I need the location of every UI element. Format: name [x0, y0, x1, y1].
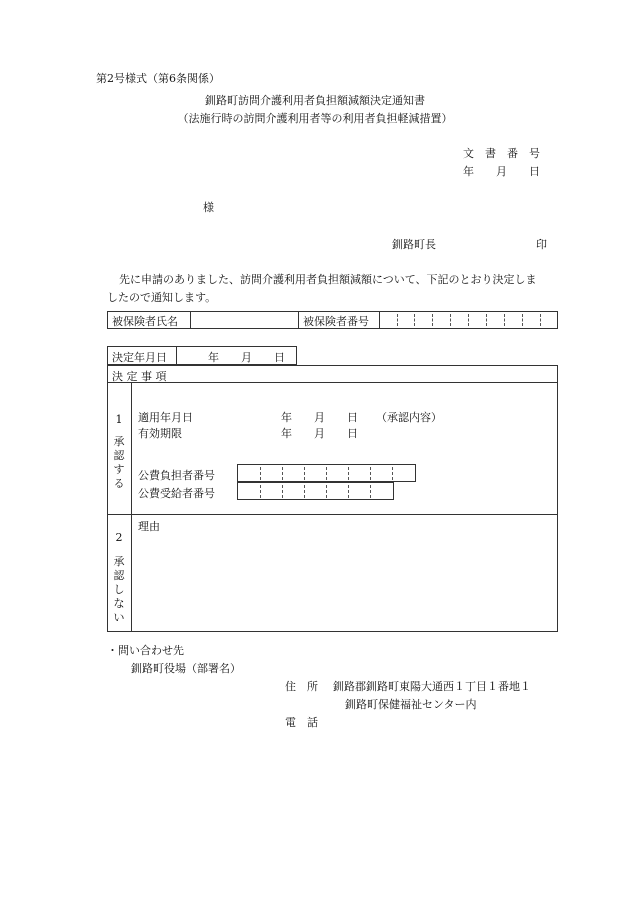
apply-date-label: 適用年月日	[138, 411, 193, 424]
decision-date-value[interactable]: 年 月 日	[208, 351, 285, 364]
apply-date-value[interactable]: 年 月 日	[281, 411, 358, 424]
insured-name-field[interactable]	[196, 313, 296, 327]
digit-separator	[260, 485, 261, 498]
contact-heading: ・問い合わせ先	[107, 644, 184, 657]
digit-separator	[304, 467, 305, 480]
reason-label: 理由	[138, 520, 160, 533]
reject-vertical-label: 承認しない	[113, 555, 125, 624]
insured-table-divider	[298, 311, 299, 329]
decision-date-label: 決定年月日	[112, 351, 167, 364]
issuer-seal: 印	[536, 238, 547, 251]
digit-separator	[326, 485, 327, 498]
digit-separator	[540, 314, 541, 326]
digit-separator	[282, 485, 283, 498]
digit-separator	[450, 314, 451, 326]
digit-separator	[370, 467, 371, 480]
decision-section-divider	[107, 514, 558, 515]
decision-matters-label: 決 定 事 項	[112, 370, 167, 383]
insured-name-label: 被保険者氏名	[112, 315, 178, 328]
decision-matters-header-line	[107, 382, 558, 383]
digit-separator	[282, 467, 283, 480]
digit-separator	[260, 467, 261, 480]
doc-number-label: 文 書 番 号	[463, 147, 540, 160]
issuer-name: 釧路町長	[392, 238, 436, 251]
valid-until-value[interactable]: 年 月 日	[281, 427, 358, 440]
insured-number-label: 被保険者番号	[303, 315, 369, 328]
approval-content-label: （承認内容）	[376, 411, 442, 424]
contact-address-line2: 釧路町保健福祉センター内	[345, 698, 477, 711]
contact-phone-label: 電 話	[285, 716, 318, 729]
insured-table-divider	[190, 311, 191, 329]
form-number: 第2号様式（第6条関係）	[96, 72, 220, 85]
decision-date-divider	[176, 346, 177, 365]
decision-number-column-line	[131, 382, 132, 632]
digit-separator	[326, 467, 327, 480]
recipient-number-field[interactable]	[237, 482, 394, 500]
doc-date-label: 年 月 日	[463, 165, 540, 178]
body-text-line2: したので通知します。	[107, 291, 217, 304]
digit-separator	[468, 314, 469, 326]
digit-separator	[414, 314, 415, 326]
digit-separator	[486, 314, 487, 326]
digit-separator	[348, 467, 349, 480]
insured-number-field[interactable]	[380, 312, 557, 328]
contact-address-line1: 釧路郡釧路町東陽大通西１丁目１番地１	[333, 680, 531, 693]
recipient-honorific: 様	[203, 201, 214, 214]
reject-number: 2	[115, 531, 123, 544]
document-title: 釧路町訪問介護利用者負担額減額決定通知書	[205, 94, 425, 107]
contact-address-label: 住 所	[285, 680, 318, 693]
digit-separator	[392, 467, 393, 480]
digit-separator	[522, 314, 523, 326]
reason-field[interactable]	[138, 534, 548, 624]
contact-office: 釧路町役場（部署名）	[131, 662, 241, 675]
body-text-line1: 先に申請のありました、訪問介護利用者負担額減額について、下記のとおり決定しま	[119, 273, 537, 286]
document-subtitle: （法施行時の訪問介護利用者等の利用者負担軽減措置）	[177, 112, 453, 125]
digit-separator	[304, 485, 305, 498]
digit-separator	[504, 314, 505, 326]
valid-until-label: 有効期限	[138, 427, 182, 440]
payer-number-label: 公費負担者番号	[138, 469, 215, 482]
digit-separator	[432, 314, 433, 326]
digit-separator	[397, 314, 398, 326]
approve-number: 1	[115, 413, 123, 426]
digit-separator	[348, 485, 349, 498]
payer-number-field[interactable]	[237, 464, 416, 482]
approve-vertical-label: 承認する	[113, 435, 125, 490]
recipient-number-label: 公費受給者番号	[138, 487, 215, 500]
digit-separator	[370, 485, 371, 498]
